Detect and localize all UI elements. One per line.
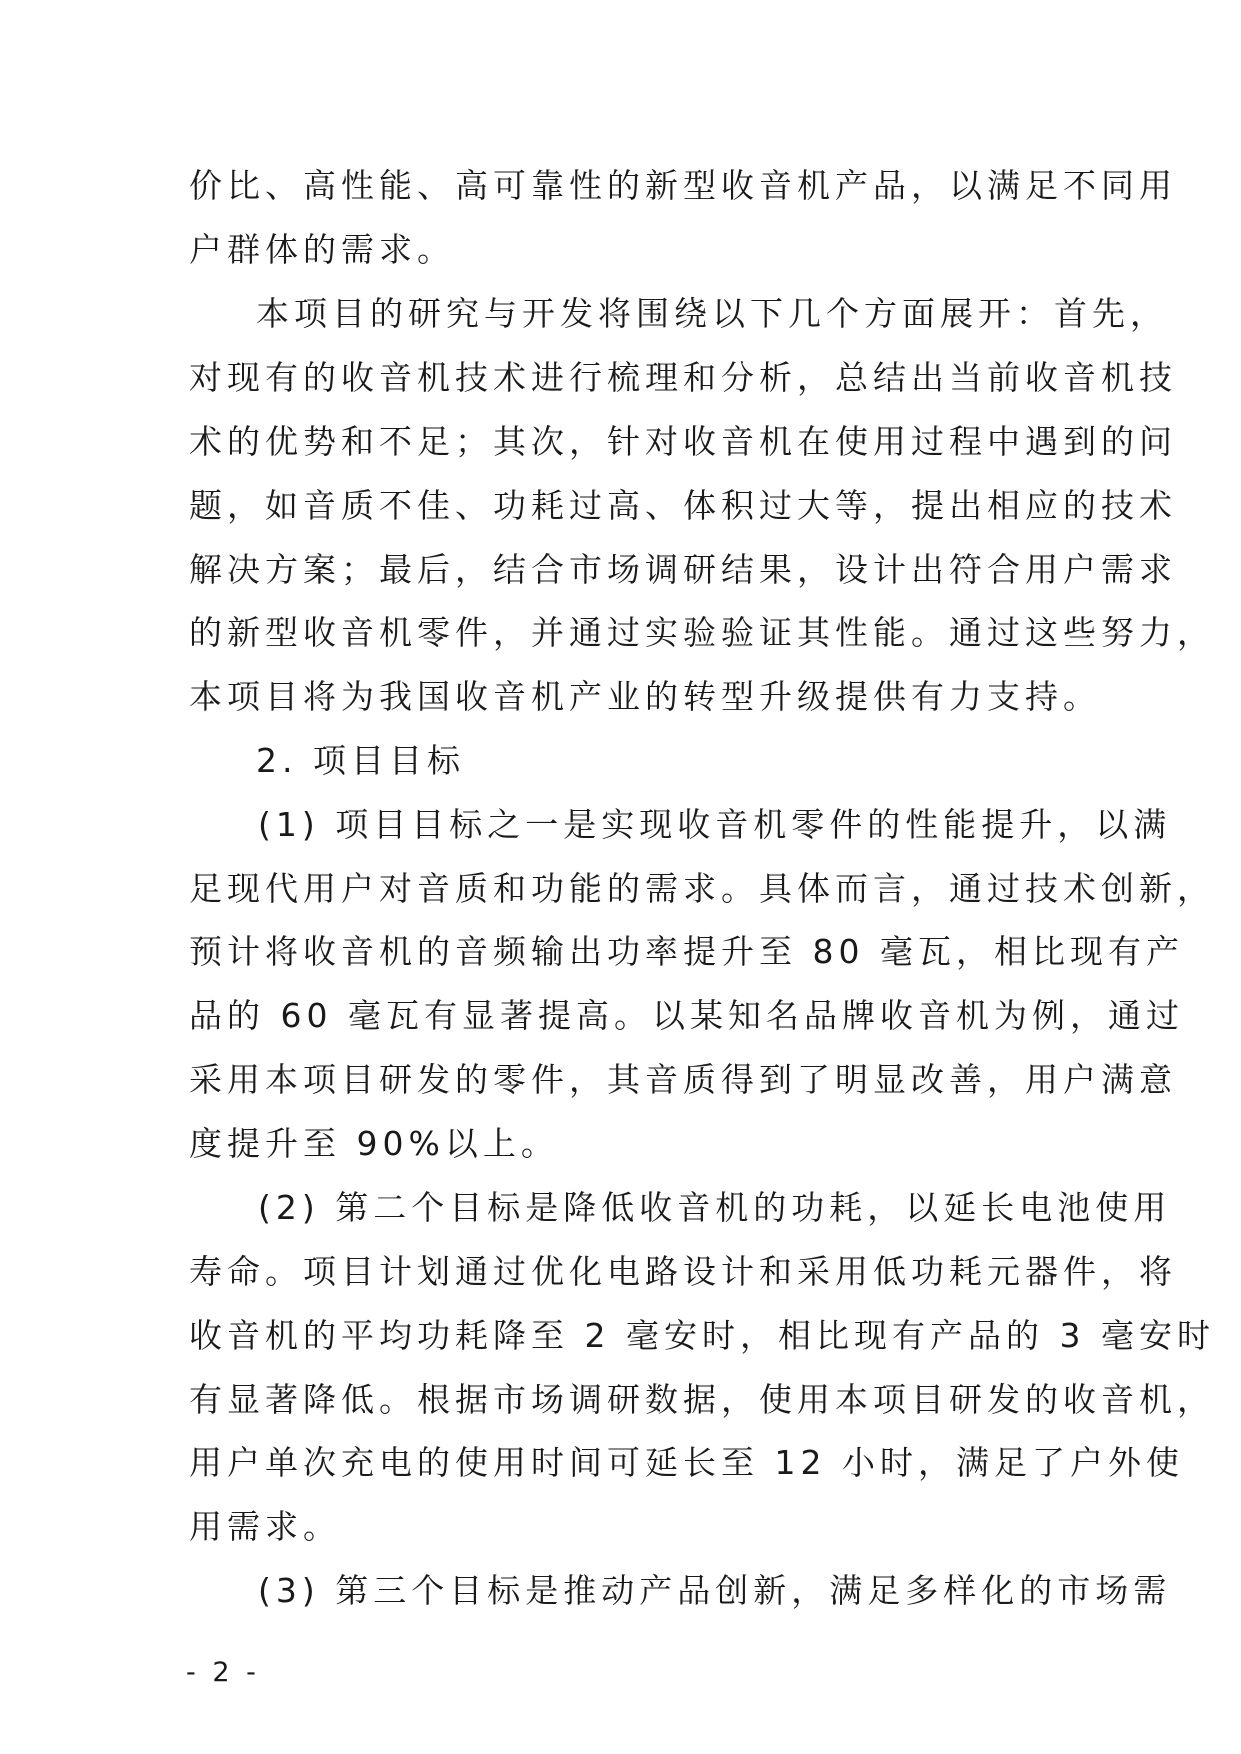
body-text-line: 本项目将为我国收音机产业的转型升级提供有力支持。 bbox=[189, 677, 1101, 716]
body-text-line: 度提升至 90%以上。 bbox=[189, 1124, 559, 1163]
paragraph-first-line: (1) 项目目标之一是实现收音机零件的性能提升，以满 bbox=[258, 805, 1172, 844]
body-text-line: 有显著降低。根据市场调研数据，使用本项目研发的收音机， bbox=[189, 1380, 1215, 1419]
body-text-line: 足现代用户对音质和功能的需求。具体而言，通过技术创新， bbox=[189, 869, 1215, 908]
body-text-line: 价比、高性能、高可靠性的新型收音机产品，以满足不同用 bbox=[189, 166, 1177, 205]
body-text-line: 预计将收音机的音频输出功率提升至 80 毫瓦，相比现有产 bbox=[189, 932, 1184, 971]
body-text-line: 题，如音质不佳、功耗过高、体积过大等，提出相应的技术 bbox=[189, 486, 1177, 525]
paragraph-first-line: 本项目的研究与开发将围绕以下几个方面展开：首先， bbox=[256, 294, 1168, 333]
body-text-line: 对现有的收音机技术进行梳理和分析，总结出当前收音机技 bbox=[189, 358, 1177, 397]
body-text-line: 品的 60 毫瓦有显著提高。以某知名品牌收音机为例，通过 bbox=[189, 996, 1184, 1035]
paragraph-first-line: (2) 第二个目标是降低收音机的功耗，以延长电池使用 bbox=[258, 1188, 1172, 1227]
section-heading: 2. 项目目标 bbox=[256, 741, 465, 780]
body-text-line: 用需求。 bbox=[189, 1507, 341, 1546]
paragraph-first-line: (3) 第三个目标是推动产品创新，满足多样化的市场需 bbox=[258, 1571, 1172, 1610]
body-text-line: 采用本项目研发的零件，其音质得到了明显改善，用户满意 bbox=[189, 1060, 1177, 1099]
body-text-line: 户群体的需求。 bbox=[189, 230, 455, 269]
page-number: - 2 - bbox=[186, 1657, 260, 1688]
body-text-line: 的新型收音机零件，并通过实验验证其性能。通过这些努力， bbox=[189, 613, 1215, 652]
body-text-line: 寿命。项目计划通过优化电路设计和采用低功耗元器件，将 bbox=[189, 1252, 1177, 1291]
body-text-line: 收音机的平均功耗降至 2 毫安时，相比现有产品的 3 毫安时 bbox=[189, 1316, 1215, 1355]
body-text-line: 用户单次充电的使用时间可延长至 12 小时，满足了户外使 bbox=[189, 1443, 1184, 1482]
body-text-line: 解决方案；最后，结合市场调研结果，设计出符合用户需求 bbox=[189, 550, 1177, 589]
body-text-line: 术的优势和不足；其次，针对收音机在使用过程中遇到的问 bbox=[189, 422, 1177, 461]
